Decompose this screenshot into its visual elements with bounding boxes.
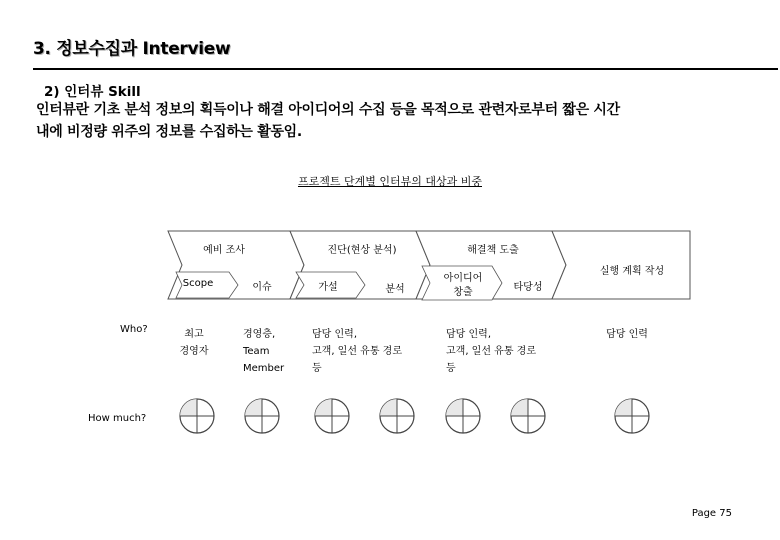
who-col-4 bbox=[446, 326, 536, 377]
phase-label-prelim: 예비 조사 bbox=[203, 245, 245, 256]
who-col-2 bbox=[243, 326, 284, 377]
page-title: 3. 정보수집과 Interview bbox=[33, 39, 231, 59]
description-line-2: 내에 비정량 위주의 정보를 수집하는 활동임. bbox=[36, 124, 302, 140]
who-col-2-line-1: 경영층, bbox=[243, 329, 276, 340]
who-col-5 bbox=[606, 326, 648, 343]
who-col-3-line-1: 담당 인력, bbox=[312, 329, 357, 340]
how-much-wedge-2 bbox=[245, 399, 262, 416]
who-col-1 bbox=[180, 326, 209, 360]
how-much-wedge-4 bbox=[380, 399, 397, 416]
subphase-issue: 이슈 bbox=[252, 282, 272, 293]
subphase-validity: 타당성 bbox=[513, 282, 543, 293]
row-label-who: Who? bbox=[120, 324, 148, 335]
subphase-idea-line2: 창출 bbox=[453, 287, 473, 298]
who-col-2-line-2: Team bbox=[243, 346, 270, 357]
who-col-3 bbox=[312, 326, 402, 377]
who-col-4-line-3: 등 bbox=[446, 363, 456, 374]
who-col-1-line-1: 최고 bbox=[184, 329, 204, 340]
how-much-wedge-6 bbox=[511, 399, 528, 416]
how-much-wedge-3 bbox=[315, 399, 332, 416]
subphase-analysis: 분석 bbox=[385, 284, 405, 295]
subphase-idea-line1: 아이디어 bbox=[443, 273, 483, 284]
how-much-wedge-7 bbox=[615, 399, 632, 416]
who-col-3-line-3: 등 bbox=[312, 363, 322, 374]
subphase-hypothesis: 가설 bbox=[318, 282, 338, 293]
subphase-scope: Scope bbox=[182, 278, 214, 289]
who-col-2-line-3: Member bbox=[243, 363, 285, 374]
description-line-1: 인터뷰란 기초 분석 정보의 획득이나 해결 아이디어의 수집 등을 목적으로 관련자로부터 짧은 시간 bbox=[36, 102, 620, 118]
how-much-wedge-1 bbox=[180, 399, 197, 416]
who-col-3-line-2: 고객, 일선 유통 경로 bbox=[312, 346, 402, 357]
diagram-caption: 프로젝트 단계별 인터뷰의 대상과 비중 bbox=[297, 175, 482, 188]
phase-label-diagnosis: 진단(현상 분석) bbox=[327, 245, 397, 256]
section-subtitle: 2) 인터뷰 Skill bbox=[44, 84, 141, 100]
row-label-how-much: How much? bbox=[88, 413, 147, 424]
phase-label-solution: 해결책 도출 bbox=[467, 245, 519, 256]
page-number: Page 75 bbox=[691, 508, 732, 519]
phase-label-execution: 실행 계획 작성 bbox=[599, 266, 665, 277]
who-col-5-line-1: 담당 인력 bbox=[606, 329, 648, 340]
how-much-wedge-5 bbox=[446, 399, 463, 416]
who-col-4-line-1: 담당 인력, bbox=[446, 329, 491, 340]
who-col-4-line-2: 고객, 일선 유통 경로 bbox=[446, 346, 536, 357]
who-col-1-line-2: 경영자 bbox=[179, 346, 209, 357]
